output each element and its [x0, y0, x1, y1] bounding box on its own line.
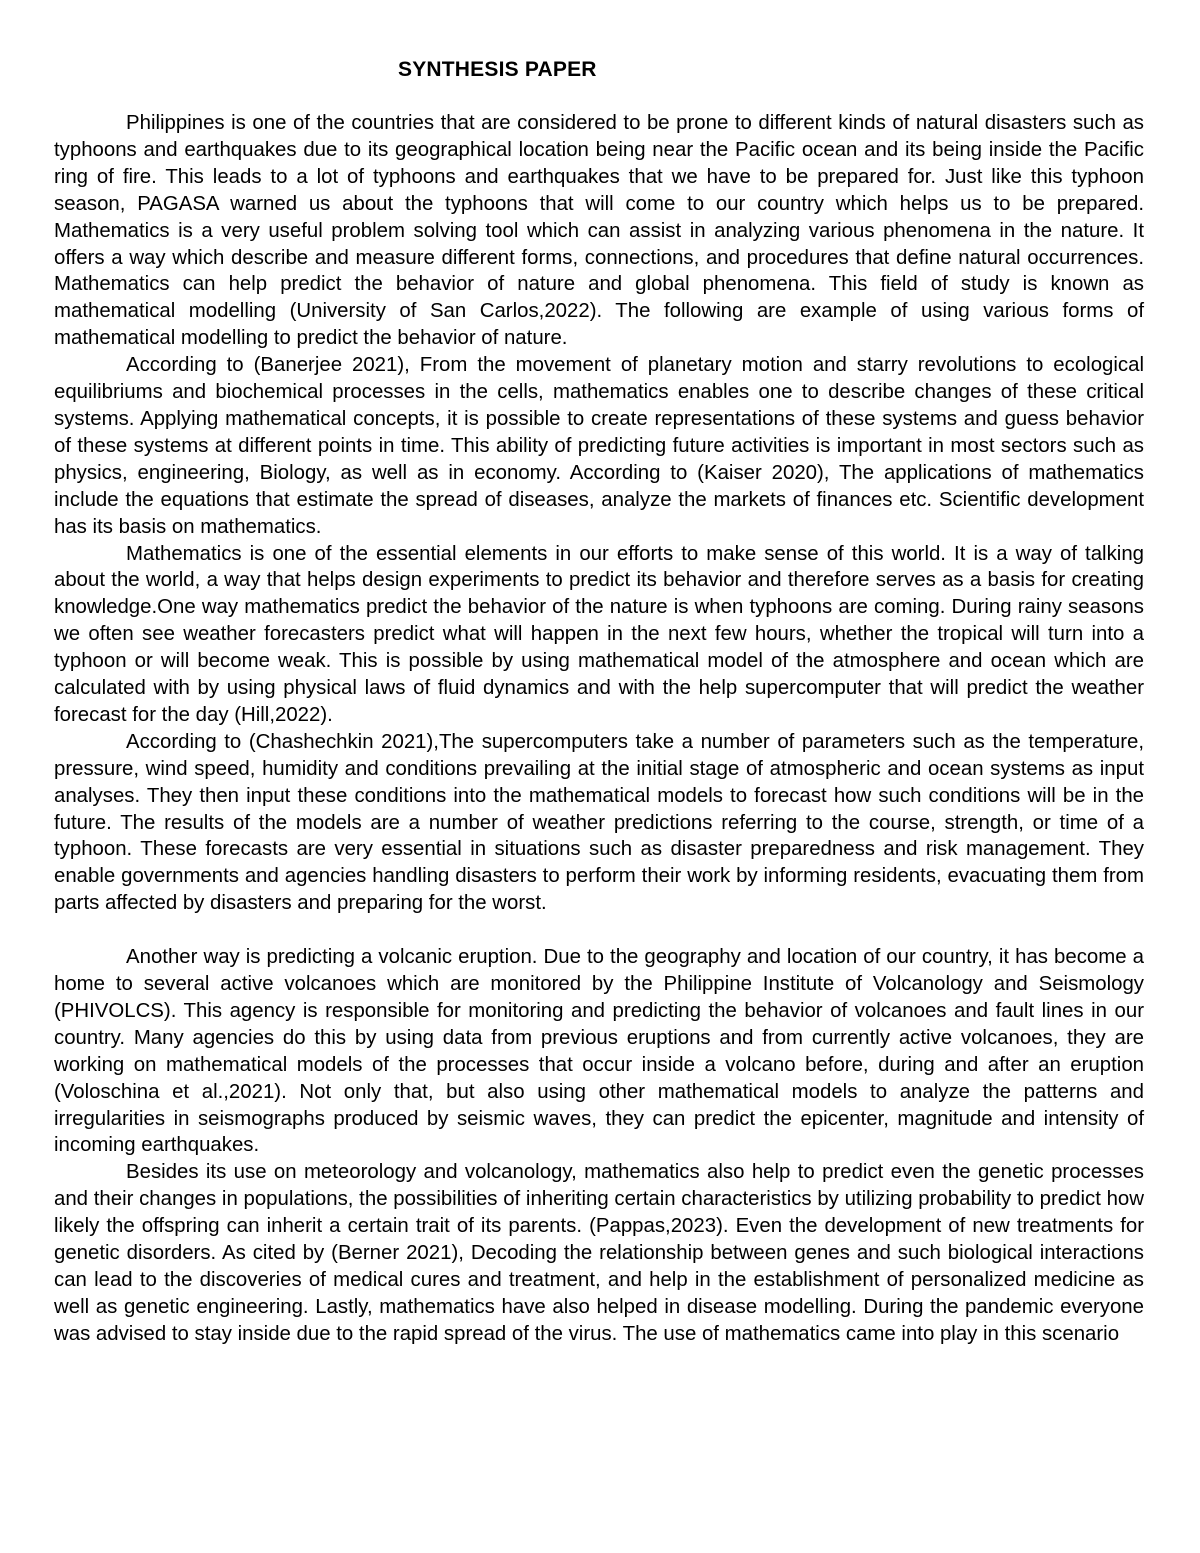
- page-title: SYNTHESIS PAPER: [398, 58, 597, 81]
- document-body: [54, 110, 1144, 1348]
- paragraph-volcanic-eruption: Another way is predicting a volcanic eruption. Due to the geography and location of our country, it has become a home to several active volcanoes which are monitored by the Philippine Institute of Volcanology and Seismology (PHIVOLCS). This agency is responsible for monitoring and predicting the behavior of volcanoes and fault lines in our country. Many agencies do this by using data from previous eruptions and from currently active volcanoes, they are working on mathematical models of the processes that occur inside a volcano before, during and after an eruption (Voloschina et al.,2021). Not only that, but also using other mathematical models to analyze the patterns and irregularities in seismographs produced by seismic waves, they can predict the epicenter, magnitude and intensity of incoming earthquakes.: [54, 946, 1144, 1157]
- paragraph-banerjee: According to (Banerjee 2021), From the movement of planetary motion and starry revolutions to ecological equilibriums and biochemical processes in the cells, mathematics enables one to describe changes of these critical systems. Applying mathematical concepts, it is possible to create representations of these systems and guess behavior of these systems at different points in time. This ability of predicting future activities is important in most sectors such as physics, engineering, Biology, as well as in economy. According to (Kaiser 2020), The applications of mathematics include the equations that estimate the spread of diseases, analyze the markets of finances etc. Scientific development has its basis on mathematics.: [54, 354, 1144, 538]
- paragraph-introduction: Philippines is one of the countries that are considered to be prone to different kinds of natural disasters such as typhoons and earthquakes due to its geographical location being near the Pacific ocean and its being inside the Pacific ring of fire. This leads to a lot of typhoons and earthquakes that we have to be prepared for. Just like this typhoon season, PAGASA warned us about the typhoons that will come to our country which helps us to be prepared. Mathematics is a very useful problem solving tool which can assist in analyzing various phenomena in the nature. It offers a way which describe and measure different forms, connections, and procedures that define natural occurrences. Mathematics can help predict the behavior of nature and global phenomena. This field of study is known as mathematical modelling (University of San Carlos,2022). The following are example of using various forms of mathematical modelling to predict the behavior of nature.: [54, 112, 1144, 350]
- paragraph-genetics: Besides its use on meteorology and volcanology, mathematics also help to predict even the genetic processes and their changes in populations, the possibilities of inheriting certain characteristics by utilizing probability to predict how likely the offspring can inherit a certain trait of its parents. (Pappas,2023). Even the development of new treatments for genetic disorders. As cited by (Berner 2021), Decoding the relationship between genes and such biological interactions can lead to the discoveries of medical cures and treatment, and help in the establishment of personalized medicine as well as genetic engineering. Lastly, mathematics have also helped in disease modelling. During the pandemic everyone was advised to stay inside due to the rapid spread of the virus. The use of mathematics came into play in this scenario: [54, 1161, 1144, 1345]
- paragraph-chashechkin: According to (Chashechkin 2021),The supercomputers take a number of parameters such as the temperature, pressure, wind speed, humidity and conditions prevailing at the initial stage of atmospheric and ocean systems as input analyses. They then input these conditions into the mathematical models to forecast how such conditions will be in the future. The results of the models are a number of weather predictions referring to the course, strength, or time of a typhoon. These forecasts are very essential in situations such as disaster preparedness and risk management. They enable governments and agencies handling disasters to perform their work by informing residents, evacuating them from parts affected by disasters and preparing for the worst.: [54, 730, 1144, 915]
- paragraph-essential-elements: Mathematics is one of the essential elements in our efforts to make sense of this world. It is a way of talking about the world, a way that helps design experiments to predict its behavior and therefore serves as a basis for creating knowledge.One way mathematics predict the behavior of the nature is when typhoons are coming. During rainy seasons we often see weather forecasters predict what will happen in the next few hours, whether the tropical will turn into a typhoon or will become weak. This is possible by using mathematical model of the atmosphere and ocean which are calculated with by using physical laws of fluid dynamics and with the help supercomputer that will predict the weather forecast for the day (Hill,2022).: [54, 542, 1144, 726]
